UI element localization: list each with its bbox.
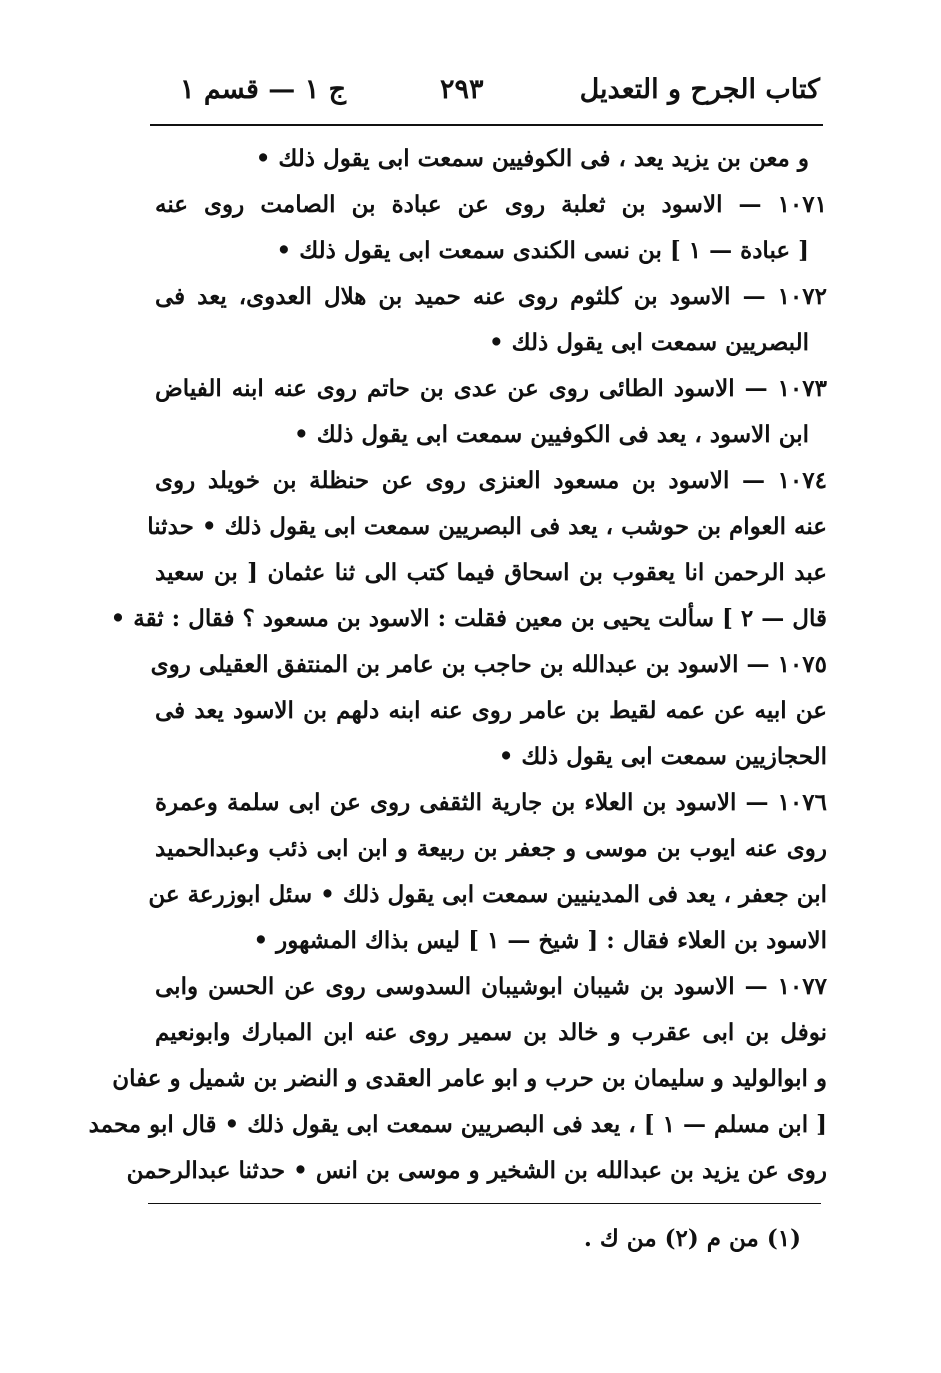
text-line: ابن جعفر ، يعد فى المدينيين سمعت ابى يقول ذلك • سئل ابوزرعة عن — [148, 881, 827, 908]
text-line: و ابوالوليد و سليمان بن حرب و ابو عامر العقدى و النضر بن شميل و عفان — [112, 1065, 827, 1092]
text-line: ابن الاسود ، يعد فى الكوفيين سمعت ابى يقول ذلك • — [294, 421, 809, 448]
entry-1074-line: ١٠٧٤ — الاسود بن مسعود العنزى روى عن حنظلة بن خويلد روى — [155, 467, 827, 494]
page-number: ٢٩٣ — [440, 74, 484, 105]
footnote: (١) من م (٢) من ك . — [583, 1225, 801, 1252]
entry-1072-line: ١٠٧٢ — الاسود بن كلثوم روى عنه حميد بن هلال العدوى، يعد فى — [155, 283, 827, 310]
entry-1075-line: ١٠٧٥ — الاسود بن عبدالله بن حاجب بن عامر بن المنتفق العقيلى روى — [150, 651, 827, 678]
entry-1077-line: ١٠٧٧ — الاسود بن شيبان ابوشيبان السدوسى روى عن الحسن وابى — [155, 973, 827, 1000]
text-line: الحجازيين سمعت ابى يقول ذلك • — [498, 743, 827, 770]
text-line: عن ابيه عن عمه لقيط بن عامر روى عنه ابنه دلهم بن الاسود يعد فى — [155, 697, 827, 724]
text-line: [ عبادة — ١ ] بن نسى الكندى سمعت ابى يقول ذلك • — [276, 237, 809, 264]
book-title: كتاب الجرح و التعديل — [579, 74, 820, 105]
volume-part: ج ١ — قسم ١ — [180, 74, 347, 105]
main-text — [88, 136, 827, 1194]
text-line: البصريين سمعت ابى يقول ذلك • — [488, 329, 809, 356]
entry-1073-line: ١٠٧٣ — الاسود الطائى روى عن عدى بن حاتم روى عنه ابنه الفياض — [155, 375, 827, 402]
entry-1071-line: ١٠٧١ — الاسود بن ثعلبة روى عن عبادة بن الصامت روى عنه — [155, 191, 827, 218]
text-line: قال — ٢ ] سألت يحيى بن معين فقلت : الاسود بن مسعود ؟ فقال : ثقة • — [110, 605, 827, 632]
text-line: [ ابن مسلم — ١ ] ، يعد فى البصريين سمعت ابى يقول ذلك • قال ابو محمد — [88, 1111, 827, 1138]
text-line: الاسود بن العلاء فقال : [ شيخ — ١ ] ليس بذاك المشهور • — [253, 927, 827, 954]
text-line: و معن بن يزيد يعد ، فى الكوفيين سمعت ابى يقول ذلك • — [255, 145, 809, 172]
text-line: روى عن يزيد بن عبدالله بن الشخير و موسى بن انس • حدثنا عبدالرحمن — [126, 1157, 827, 1184]
text-line: عنه العوام بن حوشب ، يعد فى البصريين سمعت ابى يقول ذلك • حدثنا — [147, 513, 827, 540]
text-line: نوفل بن ابى عقرب و خالد بن سمير روى عنه ابن المبارك وابونعيم — [155, 1019, 827, 1046]
header-rule — [150, 124, 823, 126]
text-line: روى عنه ايوب بن موسى و جعفر بن ربيعة و ابن ابى ذئب وعبدالحميد — [155, 835, 827, 862]
text-line: عبد الرحمن انا يعقوب بن اسحاق فيما كتب الى ثنا عثمان [ بن سعيد — [155, 559, 827, 586]
entry-1076-line: ١٠٧٦ — الاسود بن العلاء بن جارية الثقفى روى عن ابى سلمة وعمرة — [155, 789, 827, 816]
footnote-rule — [148, 1203, 821, 1204]
running-header — [150, 72, 820, 118]
